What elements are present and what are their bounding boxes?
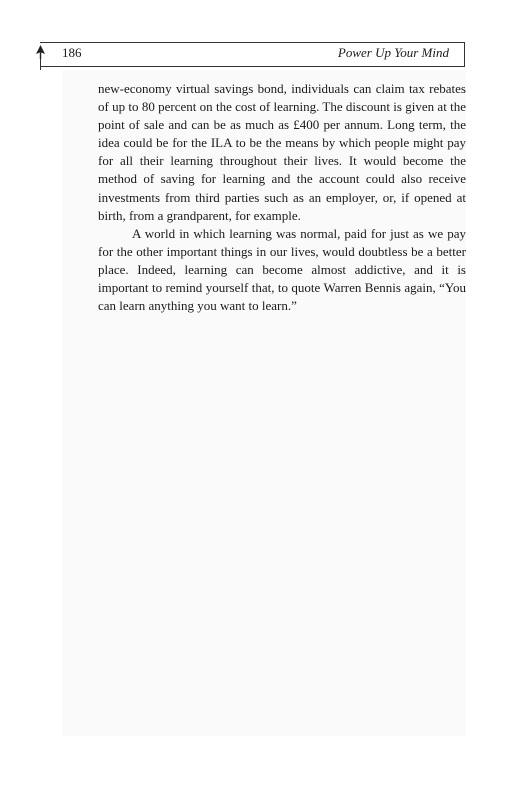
running-title: Power Up Your Mind bbox=[337, 45, 449, 60]
paragraph: new-economy virtual savings bond, individuals can claim tax rebates of up to 80 percent on the cost of learning. The discount is given at the point of sale and can be as much as £400 per annum. Long term, the idea could be for the ILA to be the means by which people might pay for all their learning throughout their lives. It would become the method of saving for learning and the account could also receive investments from third parties such as an employer, or, if opened at birth, from a grandparent, for example. bbox=[98, 81, 466, 223]
up-arrow-icon bbox=[36, 45, 45, 59]
paragraph: A world in which learning was normal, paid for just as we pay for the other important things in our lives, would doubtless be a better place. Indeed, learning can become almost addictive, and it is important to remind yourself that, to quote Warren Bennis again, “You can learn anything you want to learn.” bbox=[98, 225, 466, 314]
body-text bbox=[98, 80, 466, 315]
page-number: 186 bbox=[62, 45, 82, 60]
